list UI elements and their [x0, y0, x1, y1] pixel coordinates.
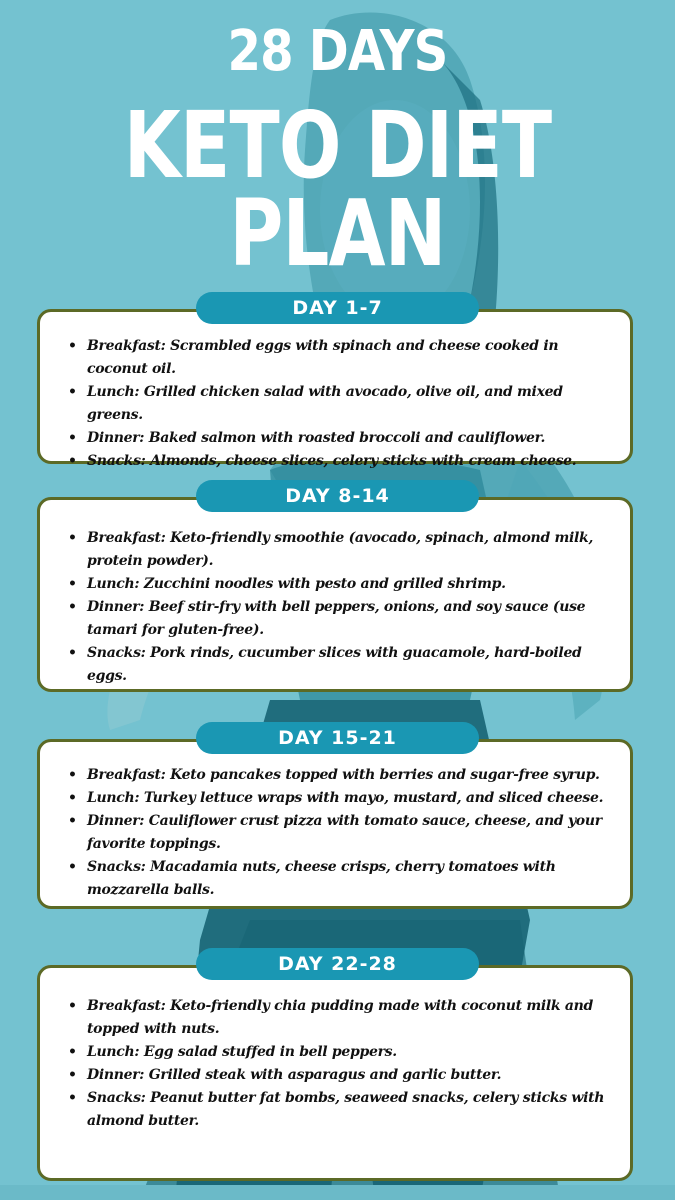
week-1-label: DAY 1-7: [196, 292, 479, 324]
list-item-lunch: • Lunch: Grilled chicken salad with avocado, olive oil, and mixed greens.: [68, 381, 610, 427]
title-plan: PLAN: [229, 180, 446, 287]
list-item-snacks: • Snacks: Peanut butter fat bombs, seaweed snacks, celery sticks with almond butter.: [68, 1087, 610, 1133]
week-2-card: [37, 497, 633, 692]
title-days: 28 DAYS: [227, 19, 448, 84]
list-item-dinner: • Dinner: Baked salmon with roasted broccoli and cauliflower.: [68, 427, 610, 450]
list-item-dinner: • Dinner: Grilled steak with asparagus and garlic butter.: [68, 1064, 610, 1087]
list-item-lunch: • Lunch: Egg salad stuffed in bell peppers.: [68, 1041, 610, 1064]
list-item-dinner: • Dinner: Cauliflower crust pizza with tomato sauce, cheese, and your favorite toppings.: [68, 810, 610, 856]
week-3-card: [37, 739, 633, 909]
list-item-snacks: • Snacks: Almonds, cheese slices, celery sticks with cream cheese.: [68, 450, 610, 473]
list-item-breakfast: • Breakfast: Keto-friendly chia pudding made with coconut milk and topped with nuts.: [68, 995, 610, 1041]
week-1-meal-list: [68, 335, 610, 473]
week-4-label: DAY 22-28: [196, 948, 479, 980]
week-3-label: DAY 15-21: [196, 722, 479, 754]
list-item-snacks: • Snacks: Pork rinds, cucumber slices with guacamole, hard-boiled eggs.: [68, 642, 610, 688]
list-item-snacks: • Snacks: Macadamia nuts, cheese crisps, cherry tomatoes with mozzarella balls.: [68, 856, 610, 902]
list-item-dinner: • Dinner: Beef stir-fry with bell peppers, onions, and soy sauce (use tamari for gluten-free).: [68, 596, 610, 642]
list-item-lunch: • Lunch: Zucchini noodles with pesto and grilled shrimp.: [68, 573, 610, 596]
week-4-meal-list: [68, 995, 610, 1133]
week-4-card: [37, 965, 633, 1181]
list-item-breakfast: • Breakfast: Keto pancakes topped with berries and sugar-free syrup.: [68, 764, 610, 787]
week-2-label: DAY 8-14: [196, 480, 479, 512]
week-3-meal-list: [68, 764, 610, 902]
week-2-meal-list: [68, 527, 610, 688]
list-item-breakfast: • Breakfast: Keto-friendly smoothie (avocado, spinach, almond milk, protein powder).: [68, 527, 610, 573]
list-item-breakfast: • Breakfast: Scrambled eggs with spinach and cheese cooked in coconut oil.: [68, 335, 610, 381]
week-1-card: [37, 309, 633, 469]
title-keto-diet: KETO DIET: [123, 92, 552, 199]
list-item-lunch: • Lunch: Turkey lettuce wraps with mayo, mustard, and sliced cheese.: [68, 787, 610, 810]
